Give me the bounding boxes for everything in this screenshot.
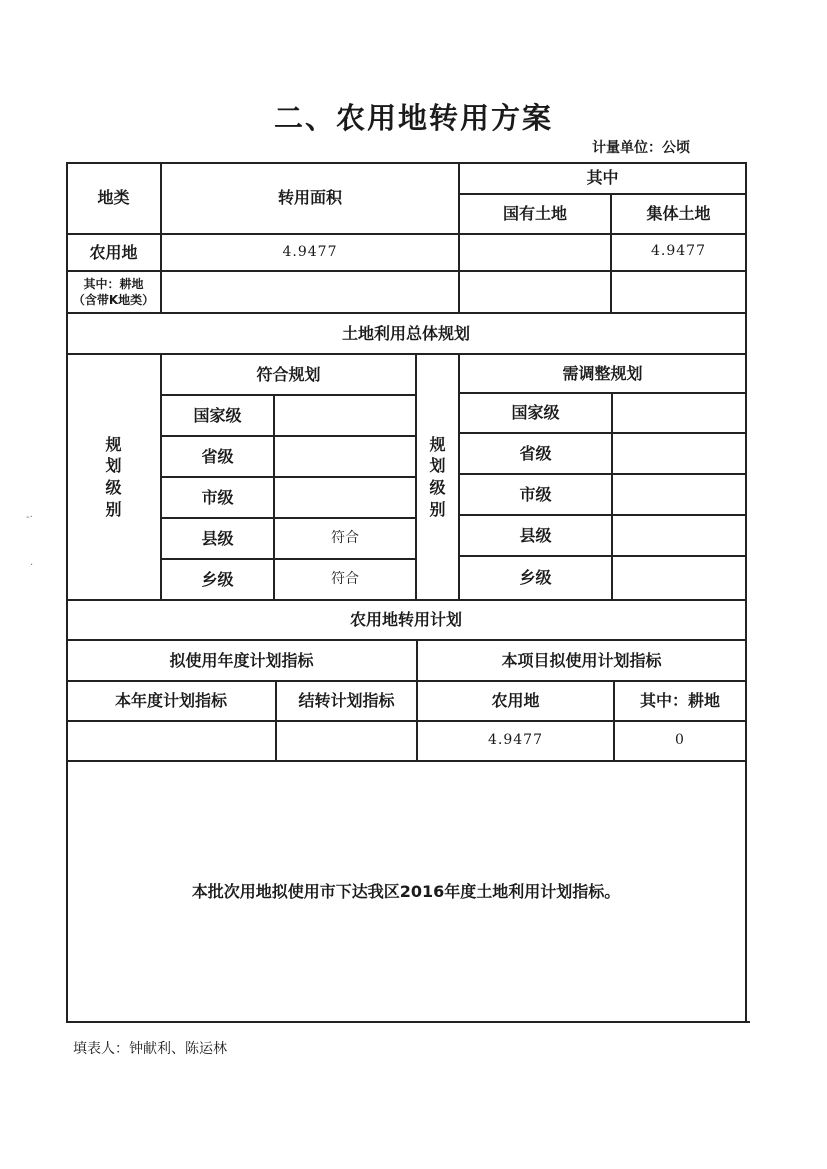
level-name-right: 乡级 (519, 568, 552, 587)
header-land-type: 地类 (97, 188, 130, 207)
scan-speck: · (30, 560, 34, 571)
row-cultivated-state (460, 272, 610, 312)
plan-level-char: 别 (105, 499, 122, 519)
plan-level-char: 级 (429, 478, 446, 497)
conform-value: 符合 (331, 529, 359, 546)
adjust-value (613, 434, 745, 473)
row-farmland-collective: 4.9477 (651, 242, 706, 259)
level-name-left: 省级 (201, 446, 234, 466)
header-collective-land: 集体土地 (646, 204, 711, 223)
level-name-left: 国家级 (193, 405, 242, 425)
page-title: 二、农用地转用方案 (273, 101, 553, 135)
row-cultivated-label-line2: （含带K地类） (72, 293, 155, 307)
level-name-right: 县级 (519, 525, 552, 545)
level-name-right: 省级 (519, 443, 552, 463)
scan-speck: -· (26, 512, 33, 523)
project-quota-heading: 本项目拟使用计划指标 (501, 650, 662, 670)
remark-text: 本批次用地拟使用市下达我区2016年度土地利用计划指标。 (191, 881, 621, 901)
plan-level-char: 划 (429, 456, 446, 476)
level-name-right: 国家级 (511, 403, 560, 422)
row-farmland-area: 4.9477 (282, 243, 338, 260)
overall-plan-heading: 土地利用总体规划 (341, 323, 470, 343)
quota-cultivated-value: 0 (675, 732, 685, 749)
plan-level-char: 规 (429, 434, 446, 454)
conforming-plan-heading: 符合规划 (256, 364, 321, 384)
plan-level-char: 划 (105, 456, 122, 476)
form-filler: 填表人：钟献利、陈运林 (73, 1041, 227, 1057)
row-cultivated-label-line1: 其中：耕地 (83, 276, 144, 291)
adjust-value (613, 475, 745, 514)
conform-value (275, 437, 415, 476)
conform-value (275, 478, 415, 517)
adjust-plan-heading: 需调整规划 (562, 363, 643, 383)
quota-farmland-value: 4.9477 (488, 732, 543, 749)
carryover-quota-header: 结转计划指标 (298, 691, 395, 710)
quota-cultivated-header: 其中：耕地 (639, 691, 720, 710)
carryover-quota-value (277, 722, 416, 760)
header-converted-area: 转用面积 (277, 188, 342, 207)
plan-level-label-left (67, 355, 160, 599)
header-state-land: 国有土地 (502, 204, 567, 223)
header-of-which: 其中 (586, 168, 619, 187)
level-name-left: 乡级 (201, 569, 234, 589)
row-farmland-state (460, 235, 610, 270)
adjust-value (613, 516, 745, 555)
level-name-right: 市级 (519, 484, 552, 504)
conversion-plan-heading: 农用地转用计划 (349, 610, 462, 629)
plan-level-label-right (417, 355, 458, 599)
row-farmland-label: 农用地 (89, 242, 138, 262)
row-cultivated-label (67, 272, 160, 312)
level-name-left: 县级 (201, 528, 234, 548)
plan-level-char: 别 (429, 499, 446, 519)
quota-farmland-header: 农用地 (491, 691, 540, 710)
conform-value: 符合 (331, 570, 359, 587)
adjust-value (613, 557, 745, 599)
row-cultivated-collective (612, 272, 745, 312)
annual-quota-heading: 拟使用年度计划指标 (169, 650, 314, 670)
table-border-right (745, 162, 747, 1023)
this-year-quota-header: 本年度计划指标 (114, 691, 227, 710)
level-name-left: 市级 (201, 487, 234, 507)
row-cultivated-area (162, 272, 458, 312)
conform-value (275, 396, 415, 435)
unit-label: 计量单位：公顷 (592, 140, 690, 156)
plan-level-char: 级 (105, 478, 122, 497)
table-border-bottom (66, 1021, 750, 1023)
adjust-value (613, 394, 745, 432)
plan-level-char: 规 (105, 434, 122, 454)
this-year-quota-value (67, 722, 275, 760)
